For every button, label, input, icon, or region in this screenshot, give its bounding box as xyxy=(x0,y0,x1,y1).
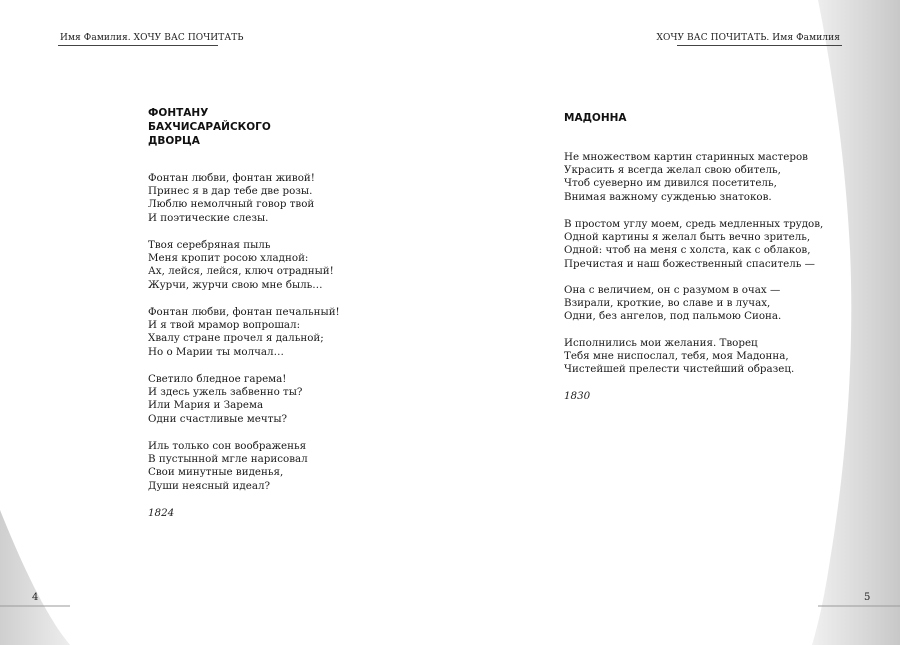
verse-line: Тебя мне ниспослал, тебя, моя Мадонна, xyxy=(564,350,789,363)
verse-line: Она с величием, он с разумом в очах — xyxy=(564,284,781,296)
right-poem-date: 1830 xyxy=(564,390,591,402)
verse-line: Иль только сон воображенья xyxy=(148,440,307,452)
verse-line: Меня кропит росою хладной: xyxy=(148,252,309,265)
right-stanza-1 xyxy=(564,151,808,204)
verse-line: Твоя серебряная пыль xyxy=(148,239,271,251)
verse-line: В пустынной мгле нарисовал xyxy=(148,453,308,466)
right-stanza-3 xyxy=(564,284,781,324)
verse-line: И поэтические слезы. xyxy=(148,211,269,224)
verse-line: Одной: чтоб на меня с холста, как с облаков, xyxy=(564,244,811,257)
page-number-right: 5 xyxy=(864,592,871,603)
running-head-right: ХОЧУ ВАС ПОЧИТАТЬ. Имя Фамилия xyxy=(656,33,840,43)
left-stanza-2 xyxy=(148,239,334,292)
left-page-curl xyxy=(0,510,70,645)
verse-line: И здесь ужель забвенно ты? xyxy=(148,386,303,399)
verse-line: Ах, лейся, лейся, ключ отрадный! xyxy=(148,265,334,278)
title-line: ДВОРЦА xyxy=(148,135,200,147)
verse-line: И я твой мрамор вопрошал: xyxy=(148,319,301,332)
right-poem-title: МАДОННА xyxy=(564,112,627,124)
verse-line: Хвалу стране прочел я дальной; xyxy=(148,332,324,345)
verse-line: Одни счастливые мечты? xyxy=(148,412,288,425)
header-rule-right xyxy=(677,45,842,46)
verse-line: Пречистая и наш божественный спаситель — xyxy=(564,257,815,270)
verse-line: Внимая важному сужденью знатоков. xyxy=(564,190,772,203)
verse-line: Фонтан любви, фонтан печальный! xyxy=(148,306,340,318)
verse-line: Не множеством картин старинных мастеров xyxy=(564,151,808,163)
verse-line: Украсить я всегда желал свою обитель, xyxy=(564,164,781,177)
verse-line: Взирали, кроткие, во славе и в лучах, xyxy=(564,297,771,310)
verse-line: Свои минутные виденья, xyxy=(148,466,284,479)
verse-line: Чтоб суеверно им дивился посетитель, xyxy=(564,177,777,190)
left-poem-title xyxy=(148,106,271,148)
verse-line: Исполнились мои желания. Творец xyxy=(564,337,758,349)
title-line: ФОНТАНУ xyxy=(148,107,209,119)
left-poem-date: 1824 xyxy=(148,507,175,519)
page-number-left: 4 xyxy=(32,592,39,603)
verse-line: В простом углу моем, средь медленных трудов, xyxy=(564,218,824,230)
verse-line: Журчи, журчи свою мне быль… xyxy=(148,278,323,291)
verse-line: Фонтан любви, фонтан живой! xyxy=(148,172,315,184)
left-stanza-4 xyxy=(148,373,302,426)
right-page-curl xyxy=(812,0,900,645)
right-stanza-2 xyxy=(564,218,823,271)
verse-line: Души неясный идеал? xyxy=(148,479,271,492)
left-stanza-3 xyxy=(148,306,340,359)
verse-line: Чистейшей прелести чистейший образец. xyxy=(564,363,795,376)
verse-line: Одни, без ангелов, под пальмою Сиона. xyxy=(564,310,782,323)
left-stanza-5 xyxy=(148,440,308,493)
verse-line: Одной картины я желал быть вечно зритель, xyxy=(564,231,811,244)
verse-line: Принес я в дар тебе две розы. xyxy=(148,185,313,198)
title-line: БАХЧИСАРАЙСКОГО xyxy=(148,121,271,133)
right-stanza-4 xyxy=(564,337,794,377)
left-stanza-1 xyxy=(148,172,315,225)
header-rule-left xyxy=(58,45,218,46)
verse-line: Но о Марии ты молчал… xyxy=(148,345,284,358)
verse-line: Люблю немолчный говор твой xyxy=(148,198,315,211)
verse-line: Светило бледное гарема! xyxy=(148,373,287,385)
running-head-left: Имя Фамилия. ХОЧУ ВАС ПОЧИТАТЬ xyxy=(60,33,244,43)
verse-line: Или Мария и Зарема xyxy=(148,399,264,412)
